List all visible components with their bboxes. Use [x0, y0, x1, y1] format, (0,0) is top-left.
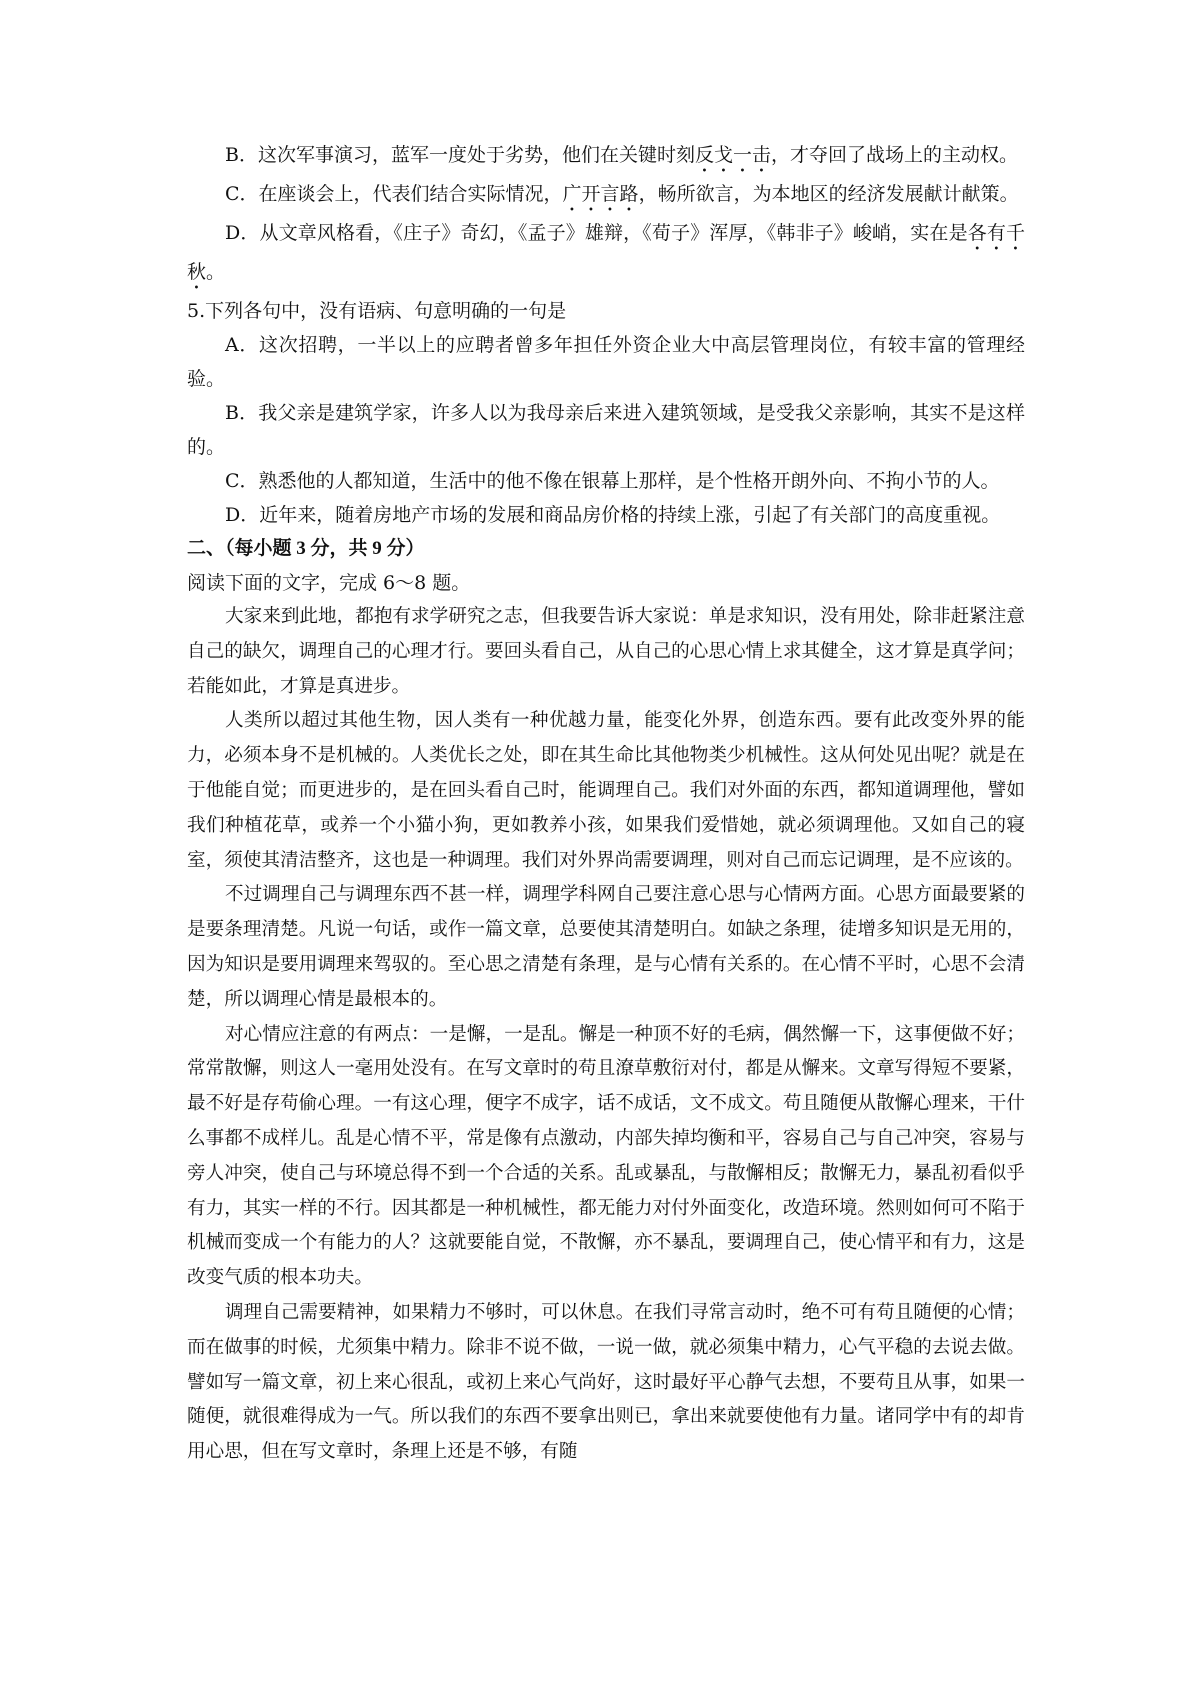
- q4-option-b: B．这次军事演习，蓝军一度处于劣势，他们在关键时刻反戈一击，才夺回了战场上的主动权。: [225, 144, 1018, 166]
- q5-stem: 5.下列各句中，没有语病、句意明确的一句是: [187, 300, 567, 322]
- q5-option-b: B．我父亲是建筑学家，许多人以为我母亲后来进入建筑领域，是受我父亲影响，其实不是这样的。: [187, 402, 1025, 458]
- passage-paragraph: 人类所以超过其他生物，因人类有一种优越力量，能变化外界，创造东西。要有此改变外界的能力，必须本身不是机械的。人类优长之处，即在其生命比其他物类少机械性。这从何处见出呢？就是在于他能自觉；而更进步的，是在回头看自己时，能调理自己。我们对外面的东西，都知道调理他，譬如我们种植花草，或养一个小猫小狗，更如教养小孩，如果我们爱惜她，就必须调理他。又如自己的寝室，须使其清洁整齐，这也是一种调理。我们对外界尚需要调理，则对自己而忘记调理，是不应该的。: [187, 710, 1025, 871]
- passage-paragraph: 不过调理自己与调理东西不甚一样，调理学科网自己要注意心思与心情两方面。心思方面最要紧的是要条理清楚。凡说一句话，或作一篇文章，总要使其清楚明白。如缺之条理，徒增多知识是无用的，因为知识是要用调理来驾驭的。至心思之清楚有条理，是与心情有关系的。在心情不平时，心思不会清楚，所以调理心情是最根本的。: [187, 884, 1025, 1010]
- passage-paragraph: 对心情应注意的有两点：一是懈，一是乱。懈是一种顶不好的毛病，偶然懈一下，这事便做不好；常常散懈，则这人一毫用处没有。在写文章时的苟且潦草敷衍对付，都是从懈来。文章写得短不要紧，最不好是存苟偷心理。一有这心理，便字不成字，话不成话，文不成文。苟且随便从散懈心理来，干什么事都不成样儿。乱是心情不平，常是像有点激动，内部失掉均衡和平，容易自己与自己冲突，容易与旁人冲突，使自己与环境总得不到一个合适的关系。乱或暴乱，与散懈相反；散懈无力，暴乱初看似乎有力，其实一样的不行。因其都是一种机械性，都无能力对付外面变化，改造环境。然则如何可不陷于机械而变成一个有能力的人？这就要能自觉，不散懈，亦不暴乱，要调理自己，使心情平和有力，这是改变气质的根本功夫。: [187, 1023, 1025, 1289]
- emphasized-idiom: 反戈一击: [694, 144, 771, 166]
- q5-option-c: C．熟悉他的人都知道，生活中的他不像在银幕上那样，是个性格开朗外向、不拘小节的人。: [225, 470, 1000, 492]
- emphasized-idiom: 广开言路: [562, 183, 639, 205]
- emphasized-idiom: 各有千秋: [187, 222, 1025, 283]
- passage-paragraph: 大家来到此地，都抱有求学研究之志，但我要告诉大家说：单是求知识，没有用处，除非赶紧注意自己的缺欠，调理自己的心理才行。要回头看自己，从自己的心思心情上求其健全，这才算是真学问；若能如此，才算是真进步。: [187, 606, 1025, 697]
- q5-option-d: D．近年来，随着房地产市场的发展和商品房价格的持续上涨，引起了有关部门的高度重视。: [225, 504, 1001, 526]
- reading-instruction: 阅读下面的文字，完成 6～8 题。: [187, 572, 471, 594]
- passage-paragraph: 调理自己需要精神，如果精力不够时，可以休息。在我们寻常言动时，绝不可有苟且随便的心情；而在做事的时候，尤须集中精力。除非不说不做，一说一做，就必须集中精力，心气平稳的去说去做。譬如写一篇文章，初上来心很乱，或初上来心气尚好，这时最好平心静气去想，不要苟且从事，如果一随便，就很难得成为一气。所以我们的东西不要拿出则已，拿出来就要使他有力量。诸同学中有的却肯用心思，但在写文章时，条理上还是不够，有随: [187, 1301, 1025, 1463]
- section-heading: 二、（每小题 3 分，共 9 分）: [187, 538, 425, 559]
- q4-option-c: C．在座谈会上，代表们结合实际情况，广开言路，畅所欲言，为本地区的经济发展献计献策。: [225, 183, 1019, 205]
- exam-page: [187, 138, 1025, 1470]
- q4-option-d: D．从文章风格看，《庄子》奇幻，《孟子》雄辩，《荀子》浑厚，《韩非子》峻峭，实在是各有千秋。: [187, 222, 1025, 283]
- q5-option-a: A．这次招聘，一半以上的应聘者曾多年担任外资企业大中高层管理岗位，有较丰富的管理经验。: [187, 334, 1025, 390]
